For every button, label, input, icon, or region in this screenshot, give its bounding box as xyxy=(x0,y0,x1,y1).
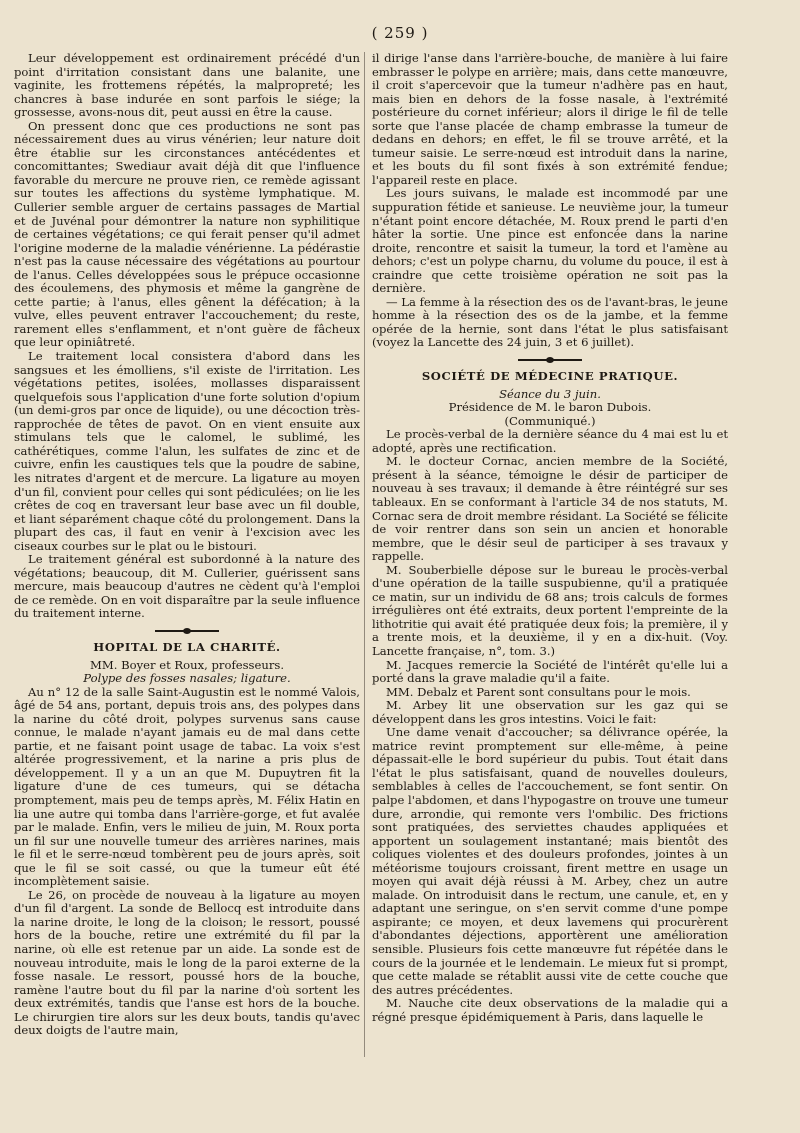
professors-line: MM. Boyer et Roux, professeurs. xyxy=(89,657,285,672)
page-number: ( 259 ) xyxy=(371,24,429,42)
right-paragraph-2: Les jours suivans, le malade est incommodé par une suppuration fétide et sanieuse. Le neuvième jour, la tumeur n'étant point encore détachée, M. Roux prend le parti d'en hâter la sortie. Une pince est enfoncée dans la narine droite, rencontre et saisit la tumeur, la tord et l'amène au dehors; c'est un polype charnu, du volume du pouce, il est à craindre que cette troisième opération ne soit pas la dernière. xyxy=(372,186,728,296)
session-line: Séance du 3 juin. xyxy=(499,386,601,401)
right-column xyxy=(372,52,728,1024)
case-title: Polype des fosses nasales; ligature. xyxy=(83,671,291,686)
ornament-separator xyxy=(155,629,219,633)
session-paragraph-1: Le procès-verbal de la dernière séance du 4 mai est lu et adopté, après une rectification. xyxy=(372,427,728,455)
left-column xyxy=(14,52,360,1038)
case-paragraph-2: Le 26, on procède de nouveau à la ligature au moyen d'un fil d'argent. La sonde de Bellocq est introduite dans la narine droite, le long de la cloison; le ressort, poussé hors de la bouche, retire une extrémité du fil par la narine, où elle est retenue par un aide. La sonde est de nouveau introduite, mais le long de la paroi externe de la fosse nasale. Le ressort, poussé hors de la bouche, ramène l'autre bout du fil par la narine d'où sortent les deux extrémités, tandis que l'anse est hors de la bouche. Le chirurgien tire alors sur les deux bouts, tandis qu'avec deux doigts de l'autre main, xyxy=(14,887,360,1038)
president-line: Présidence de M. le baron Dubois. xyxy=(448,400,652,415)
session-paragraph-7: Une dame venait d'accoucher; sa délivrance opérée, la matrice revint promptement sur elle-même, à peine dépassait-elle le bord supérieur du pubis. Tout était dans l'état le plus satisfaisant, quand de nouvelles douleurs, semblables à celles de l'accouchement, se font sentir. On palpe l'abdomen, et dans l'hypogastre on trouve une tumeur dure, arrondie, qui remonte vers l'ombilic. Des frictions sont pratiquées, des serviettes chaudes appliquées et apportent un soulagement instantané; mais bientôt des coliques violentes et des douleurs profondes, jointes à un météorisme toujours croissant, firent mettre en usage un moyen qui avait déjà réussi à M. Arbey, chez un autre malade. On introduisit dans le rectum, une canule, et, en y adaptant une seringue, on s'en servit comme d'une pompe aspirante; ce moyen, et deux lavemens qui procurèrent d'abondantes déjections, apportèrent une amélioration sensible. Plusieurs fois cette manœuvre fut répétée dans le cours de la journée et le lendemain. Le mieux fut si prompt, que cette malade se rétablit aussi vite de cette couche que des autres précédentes. xyxy=(372,725,728,997)
column-divider xyxy=(364,52,365,1057)
session-paragraph-5: MM. Debalz et Parent sont consultans pour le mois. xyxy=(386,684,691,699)
communique-line: (Communiqué.) xyxy=(504,413,596,428)
right-paragraph-3: — La femme à la résection des os de l'avant-bras, le jeune homme à la résection des os de la jambe, et la femme opérée de la hernie, sont dans l'état le plus satisfaisant (voyez la Lancette des 24 juin, 3 et 6 juillet). xyxy=(372,294,728,350)
left-paragraph-1: Leur développement est ordinairement précédé d'un point d'irritation consistant dans une balanite, une vaginite, les frottemens répétés, la malpropreté; les chancres à base indurée en sont parfois le siége; la grossesse, avons-nous dit, peut aussi en être la cause. xyxy=(14,51,360,120)
left-paragraph-3: Le traitement local consistera d'abord dans les sangsues et les émolliens, s'il existe de l'irritation. Les végétations petites, isolées, mollasses disparaissent quelquefois sous l'application d'une forte solution d'opium (un demi-gros par once de liquide), ou une décoction très-rapprochée de têtes de pavot. On en vient ensuite aux stimulans tels que le calomel, le sublimé, les cathérétiques, comme l'alun, les sulfates de zinc et de cuivre, enfin les caustiques tels que la poudre de sabine, les nitrates d'argent et de mercure. La ligature au moyen d'un fil, convient pour celles qui sont pédiculées; on lie les crêtes de coq en traversant leur base avec un fil double, et liant séparément chaque côté du prolongement. Dans la plupart des cas, il faut en venir à l'excision avec les ciseaux courbes sur le plat ou le bistouri. xyxy=(14,349,360,553)
right-paragraph-1: il dirige l'anse dans l'arrière-bouche, de manière à lui faire embrasser le polype en arrière; mais, dans cette manœuvre, il croit s'apercevoir que la tumeur n'adhère pas en haut, mais bien en dehors de la fosse nasale, à l'extrémité postérieure du cornet inférieur; alors il dirige le fil de telle sorte que l'anse placée de champ embrasse la tumeur de dedans en dehors; en effet, le fil se trouve arrêté, et la tumeur saisie. Le serre-nœud est introduit dans la narine, et les bouts du fil sont fixés à son extrémité fendue; l'appareil reste en place. xyxy=(372,51,728,187)
session-paragraph-3: M. Souberbielle dépose sur le bureau le procès-verbal d'une opération de la taille suspubienne, qu'il a pratiquée ce matin, sur un individu de 68 ans; trois calculs de formes irrégulières ont été extraits, deux portent l'empreinte de la lithotritie qui avait été pratiquée deux fois; la première, il y a trente mois, et la deuxième, il y en a dix-huit. (Voy. Lancette française, n°, tom. 3.) xyxy=(372,562,728,658)
session-paragraph-6: M. Arbey lit une observation sur les gaz qui se développent dans les gros intestins. Voici le fait: xyxy=(372,698,728,726)
session-paragraph-2: M. le docteur Cornac, ancien membre de la Société, présent à la séance, témoigne le désir de participer de nouveau à ses travaux; il demande à être réintégré sur ses tableaux. En se conformant à l'article 34 de nos statuts, M. Cornac sera de droit membre résidant. La Société se félicite de voir rentrer dans son sein un ancien et honorable membre, que le désir seul de participer à ses travaux y rappelle. xyxy=(372,454,728,564)
session-paragraph-4: M. Jacques remercie la Société de l'intérêt qu'elle lui a porté dans la grave maladie qu'il a faite. xyxy=(372,657,728,686)
left-paragraph-4: Le traitement général est subordonné à la nature des végétations; beaucoup, dit M. Cullerier, guérissent sans mercure, mais beaucoup d'autres ne cèdent qu'à l'emploi de ce remède. On en voit disparaître par la seule influence du traitement interne. xyxy=(14,552,360,621)
session-paragraph-8: M. Nauche cite deux observations de la maladie qui a régné presque épidémiquement à Paris, dans laquelle le xyxy=(372,996,728,1024)
section-title-hopital: HOPITAL DE LA CHARITÉ. xyxy=(93,639,281,654)
section-title-societe: SOCIÉTÉ DE MÉDECINE PRATIQUE. xyxy=(421,369,679,384)
left-paragraph-2: On pressent donc que ces productions ne sont pas nécessairement dues au virus vénérien; leur nature doit être établie sur les circonstances antécédentes et concomittantes; Swediaur avait déjà dit que l'influence favorable du mercure ne prouve rien, ce remède agissant sur toutes les affections du système lymphatique. M. Cullerier semble arguer de certains passages de Martial et de Juvénal pour démontrer la nature non syphilitique de certaines végétations; ce qui ferait penser qu'il admet l'origine moderne de la maladie vénérienne. La pédérastie n'est pas la cause nécessaire des végétations au pourtour de l'anus. Celles développées sous le prépuce occasionne des écoulemens, des phymosis et même la gangrène de cette partie; à l'anus, elles gênent la défécation; à la vulve, elles peuvent entraver l'accouchement; du reste, rarement elles s'enflamment, et n'ont guère de fâcheux que leur opiniâtreté. xyxy=(14,118,360,350)
case-paragraph-1: Au n° 12 de la salle Saint-Augustin est le nommé Valois, âgé de 54 ans, portant, depuis trois ans, des polypes dans la narine du côté droit, polypes survenus sans cause connue, le malade n'ayant jamais eu de mal dans cette partie, et ne faisant point usage de tabac. La voix s'est altérée progressivement, et la narine a pris plus de développement. Il y a un an que M. Dupuytren fit la ligature d'une de ces tumeurs, qui se détacha promptement, mais peu de temps après, M. Félix Hatin en lia une autre qui tomba dans l'arrière-gorge, et fut avalée par le malade. Enfin, vers le milieu de juin, M. Roux porta un fil sur une nouvelle tumeur des arrières narines, mais le fil et le serre-nœud tombèrent peu de jours après, soit que le fil se soit cassé, ou que la tumeur eût été incomplètement saisie. xyxy=(14,684,360,889)
ornament-separator xyxy=(518,358,582,362)
